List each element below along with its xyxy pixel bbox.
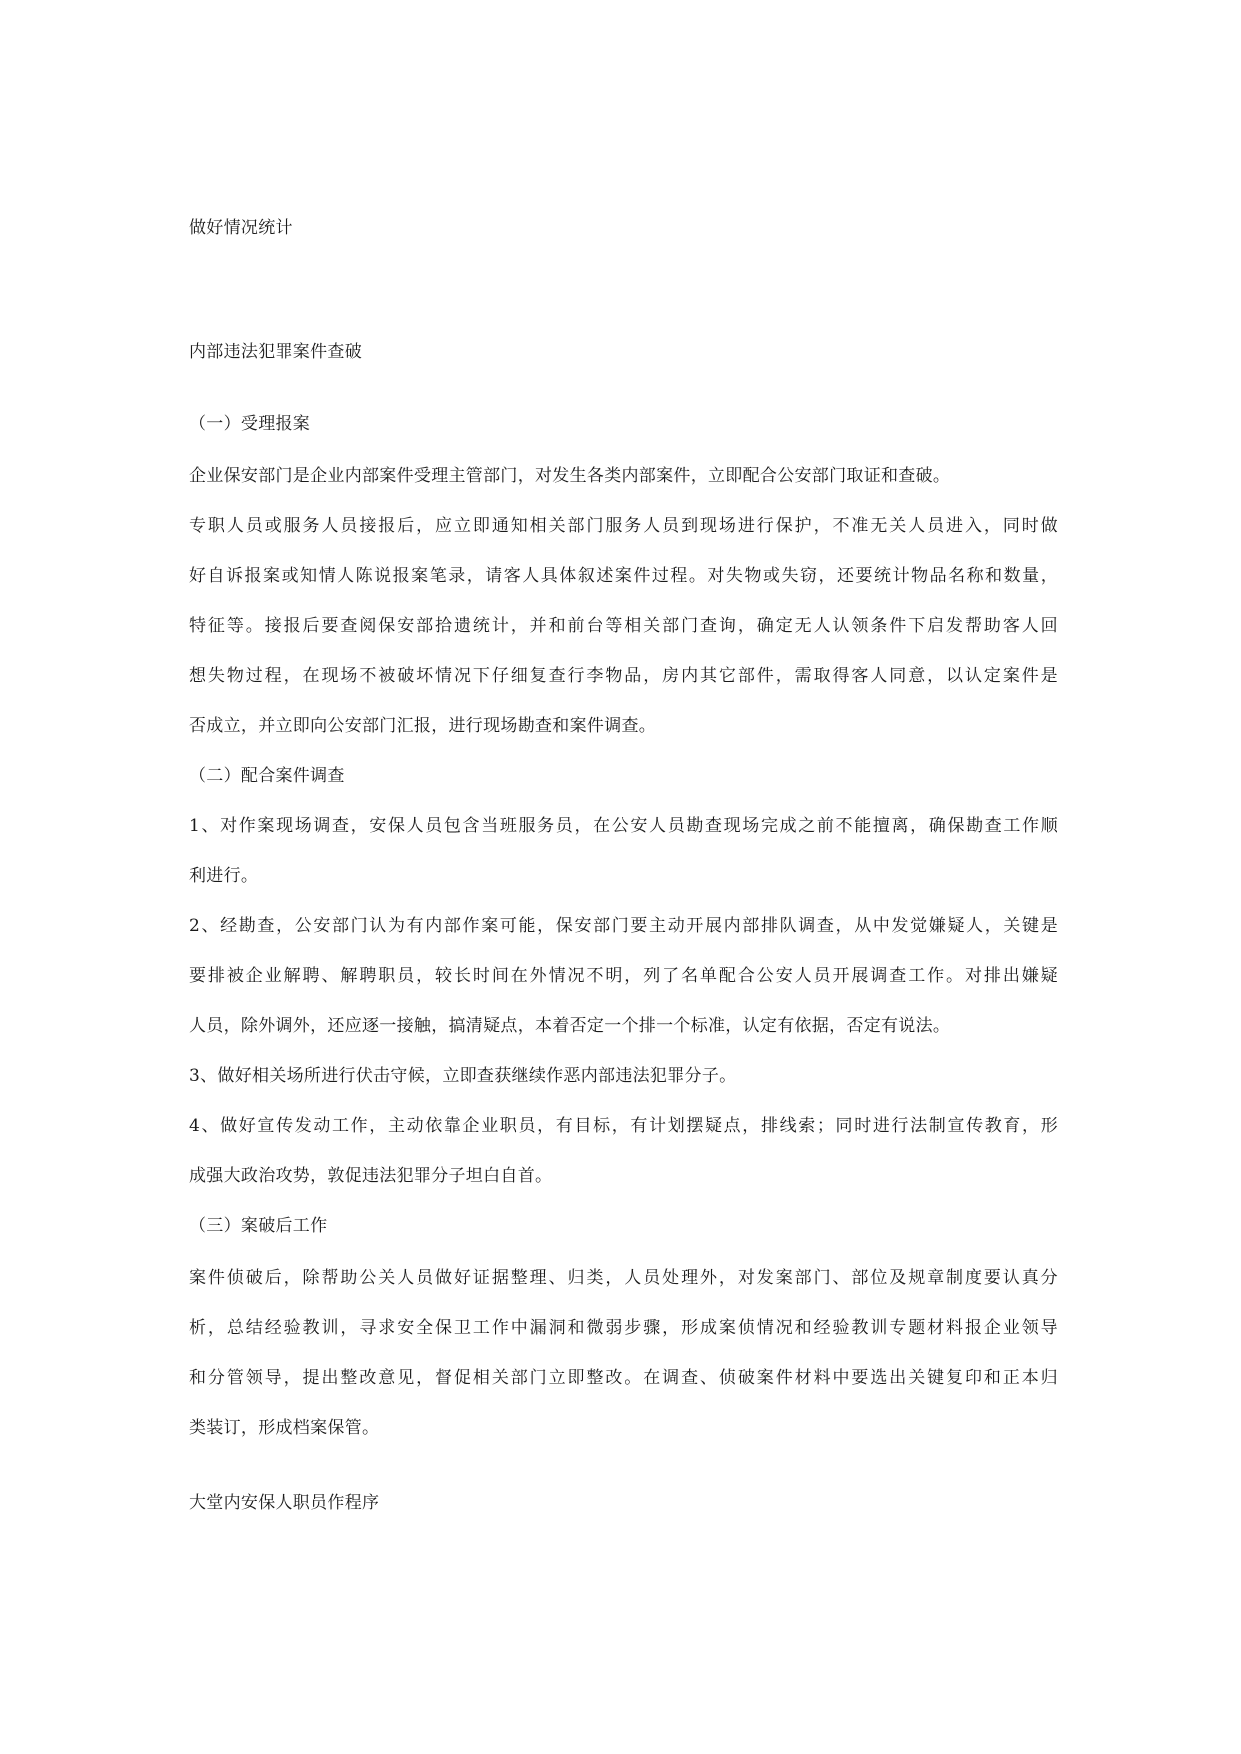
section-3-para-line-4: 类装订，形成档案保管。 [189, 1418, 380, 1438]
section-3-para-line-2: 析，总结经验教训，寻求安全保卫工作中漏洞和微弱步骤，形成案侦情况和经验教训专题材料报企业领导 [189, 1318, 1058, 1338]
heading-lobby-security: 大堂内安保人职员作程序 [189, 1493, 380, 1513]
section-1-para-1: 企业保安部门是企业内部案件受理主管部门，对发生各类内部案件，立即配合公安部门取证和查破。 [189, 466, 951, 486]
section-2-item-2-line-2: 要排被企业解聘、解聘职员，较长时间在外情况不明，列了名单配合公安人员开展调查工作。对排出嫌疑 [189, 966, 1058, 986]
section-2-item-4-line-2: 成强大政治攻势，敦促违法犯罪分子坦白自首。 [189, 1166, 553, 1186]
section-2-item-2-line-3: 人员，除外调外，还应逐一接触，搞清疑点，本着否定一个排一个标准，认定有依据，否定有说法。 [189, 1016, 951, 1036]
section-3-title: （三）案破后工作 [189, 1216, 328, 1236]
section-1-para-2-line-1: 专职人员或服务人员接报后，应立即通知相关部门服务人员到现场进行保护，不准无关人员进入，同时做 [189, 516, 1058, 536]
section-2-item-1-line-2: 利进行。 [189, 866, 259, 886]
section-2-item-2-line-1: 2、经勘查，公安部门认为有内部作案可能，保安部门要主动开展内部排队调查，从中发觉嫌疑人，关键是 [189, 916, 1058, 936]
section-3-para-line-1: 案件侦破后，除帮助公关人员做好证据整理、归类，人员处理外，对发案部门、部位及规章制度要认真分 [189, 1268, 1058, 1288]
heading-statistics: 做好情况统计 [189, 218, 293, 238]
section-1-para-2-line-3: 特征等。接报后要查阅保安部拾遗统计，并和前台等相关部门查询，确定无人认领条件下启发帮助客人回 [189, 616, 1058, 636]
heading-internal-cases: 内部违法犯罪案件查破 [189, 342, 362, 362]
section-1-para-2-line-4: 想失物过程，在现场不被破坏情况下仔细复查行李物品，房内其它部件，需取得客人同意，以认定案件是 [189, 666, 1058, 686]
section-2-item-4-line-1: 4、做好宣传发动工作，主动依靠企业职员，有目标，有计划摆疑点，排线索；同时进行法制宣传教育，形 [189, 1116, 1058, 1136]
section-3-para-line-3: 和分管领导，提出整改意见，督促相关部门立即整改。在调查、侦破案件材料中要选出关键复印和正本归 [189, 1368, 1058, 1388]
section-1-para-2-line-5: 否成立，并立即向公安部门汇报，进行现场勘查和案件调查。 [189, 716, 657, 736]
section-2-item-1-line-1: 1、对作案现场调查，安保人员包含当班服务员，在公安人员勘查现场完成之前不能擅离，确保勘查工作顺 [189, 816, 1058, 836]
section-1-title: （一）受理报案 [189, 414, 311, 434]
section-2-item-3: 3、做好相关场所进行伏击守候，立即查获继续作恶内部违法犯罪分子。 [189, 1066, 737, 1086]
section-2-title: （二）配合案件调查 [189, 766, 345, 786]
section-1-para-2-line-2: 好自诉报案或知情人陈说报案笔录，请客人具体叙述案件过程。对失物或失窃，还要统计物品名称和数量， [189, 566, 1058, 586]
